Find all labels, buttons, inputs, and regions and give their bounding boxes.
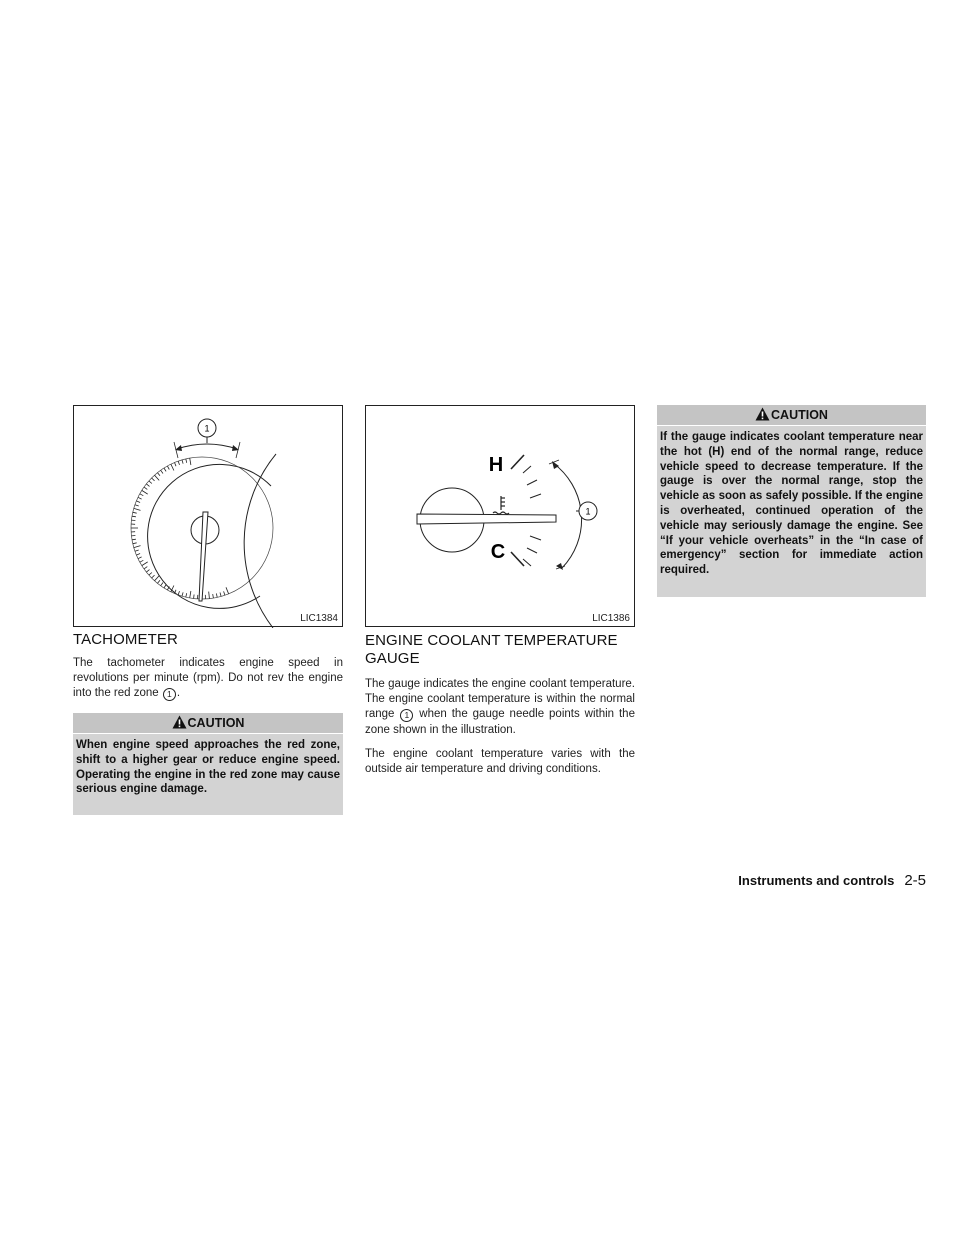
tachometer-figure: [73, 405, 343, 627]
tach-scale-tick: [146, 484, 149, 487]
coolant-gauge-figure: [365, 405, 635, 627]
tach-scale-tick: [216, 593, 217, 597]
tachometer-heading: TACHOMETER: [73, 631, 178, 648]
tach-scale-tick: [149, 481, 152, 484]
tach-scale-tick: [134, 546, 141, 548]
tachometer-paragraph: [73, 656, 343, 702]
tach-scale-tick: [164, 468, 166, 471]
tach-scale-tick: [149, 573, 152, 576]
tach-scale-tick: [158, 580, 161, 583]
tachometer-paragraph-end: .: [176, 687, 181, 700]
tachometer-caution-box: [73, 713, 343, 815]
tach-scale-tick: [136, 501, 140, 503]
tach-scale-tick: [224, 591, 225, 595]
tach-scale-tick: [146, 570, 149, 573]
cold-label: C: [490, 541, 506, 563]
tach-scale-tick: [132, 516, 136, 517]
tach-scale-tick: [144, 487, 147, 489]
tachometer-illustration: [74, 406, 344, 628]
tach-scale-tick: [213, 594, 214, 598]
caution-text: When engine speed approaches the red zone, shift to a higher gear or reduce engine speed. Operating the engine in the red zone may cause serious engine damage.: [76, 739, 340, 796]
tach-scale-tick: [209, 592, 210, 599]
tach-scale-tick: [142, 562, 148, 566]
coolant-callout-number: 1: [585, 506, 591, 517]
caution-text: If the gauge indicates coolant temperature near the hot (H) end of the normal range, reduce vehicle speed to decrease temperature. If the gauge is over the normal range, stop the vehicle as soon as safely possible. If the engine is overheated, continued operation of the vehicle may seriously damage the engine. See “If your vehicle overheats” in the “In case of emergency” section for immediate action required.: [660, 431, 923, 577]
tach-scale-tick: [164, 585, 166, 588]
tach-scale-tick: [182, 592, 183, 596]
tachometer-figure-code: LIC1384: [300, 613, 338, 624]
caution-title: [73, 713, 343, 734]
tach-scale-tick: [142, 490, 148, 494]
page-number: 2-5: [904, 872, 926, 889]
tachometer-paragraph-text: The tachometer indicates engine speed in revolutions per minute (rpm). Do not rev the engine into the red zone: [73, 657, 343, 700]
tach-scale-tick: [190, 591, 191, 598]
tach-scale-tick: [186, 459, 187, 463]
tach-scale-tick: [136, 554, 140, 556]
warning-triangle-icon: [755, 407, 770, 427]
coolant-figure-code: LIC1386: [592, 613, 630, 624]
tach-scale-tick: [158, 473, 161, 476]
tach-scale-tick: [144, 567, 147, 569]
hot-label: H: [488, 454, 504, 476]
coolant-paragraph-2: The engine coolant temperature varies with the outside air temperature and driving conditions.: [365, 748, 635, 776]
tach-scale-tick: [155, 475, 160, 480]
coolant-gauge-illustration: [366, 406, 636, 628]
caution-title-text: CAUTION: [771, 408, 828, 422]
tach-scale-tick: [194, 595, 195, 599]
warning-triangle-icon: [172, 715, 187, 735]
tach-scale-tick: [140, 494, 144, 496]
coolant-paragraph-1-text: The gauge indicates the engine coolant temperature. The engine coolant temperature is within the normal range: [365, 678, 635, 721]
tach-scale-tick: [226, 587, 229, 594]
tach-scale-tick: [138, 557, 142, 559]
coolant-paragraph-1-end: when the gauge needle points within the zone shown in the illustration.: [365, 708, 635, 736]
tach-scale-tick: [155, 576, 160, 581]
tach-scale-tick: [178, 461, 179, 465]
callout-ref-badge: 1: [163, 688, 176, 701]
tach-scale-tick: [135, 550, 139, 551]
tach-scale-tick: [133, 543, 137, 544]
caution-title-text: CAUTION: [187, 716, 245, 730]
tach-scale-tick: [190, 458, 191, 465]
tach-scale-tick: [132, 539, 136, 540]
coolant-paragraph-1: [365, 677, 635, 738]
tach-scale-tick: [152, 478, 155, 481]
tach-scale-tick: [171, 464, 174, 470]
coolant-heading: ENGINE COOLANT TEMPERATURE GAUGE: [365, 632, 618, 667]
tach-scale-tick: [133, 512, 137, 513]
footer-section-title: Instruments and controls: [738, 873, 895, 888]
tach-scale-tick: [182, 460, 183, 464]
tach-scale-tick: [175, 463, 177, 467]
tach-scale-tick: [152, 575, 155, 578]
tach-scale-tick: [167, 466, 169, 470]
tach-scale-tick: [220, 593, 221, 597]
tach-scale-tick: [161, 470, 163, 473]
tach-scale-tick: [138, 497, 142, 499]
tach-callout-number: 1: [204, 423, 210, 434]
tach-scale-tick: [135, 505, 139, 506]
tach-scale-tick: [140, 560, 144, 562]
coolant-caution-box: [657, 405, 926, 597]
callout-ref-badge: 1: [400, 709, 413, 722]
tach-scale-tick: [134, 508, 141, 510]
tach-scale-tick: [161, 583, 163, 586]
page-footer: [738, 872, 926, 889]
tach-scale-tick: [178, 591, 179, 595]
tach-scale-tick: [186, 593, 187, 597]
caution-title: [657, 405, 926, 426]
